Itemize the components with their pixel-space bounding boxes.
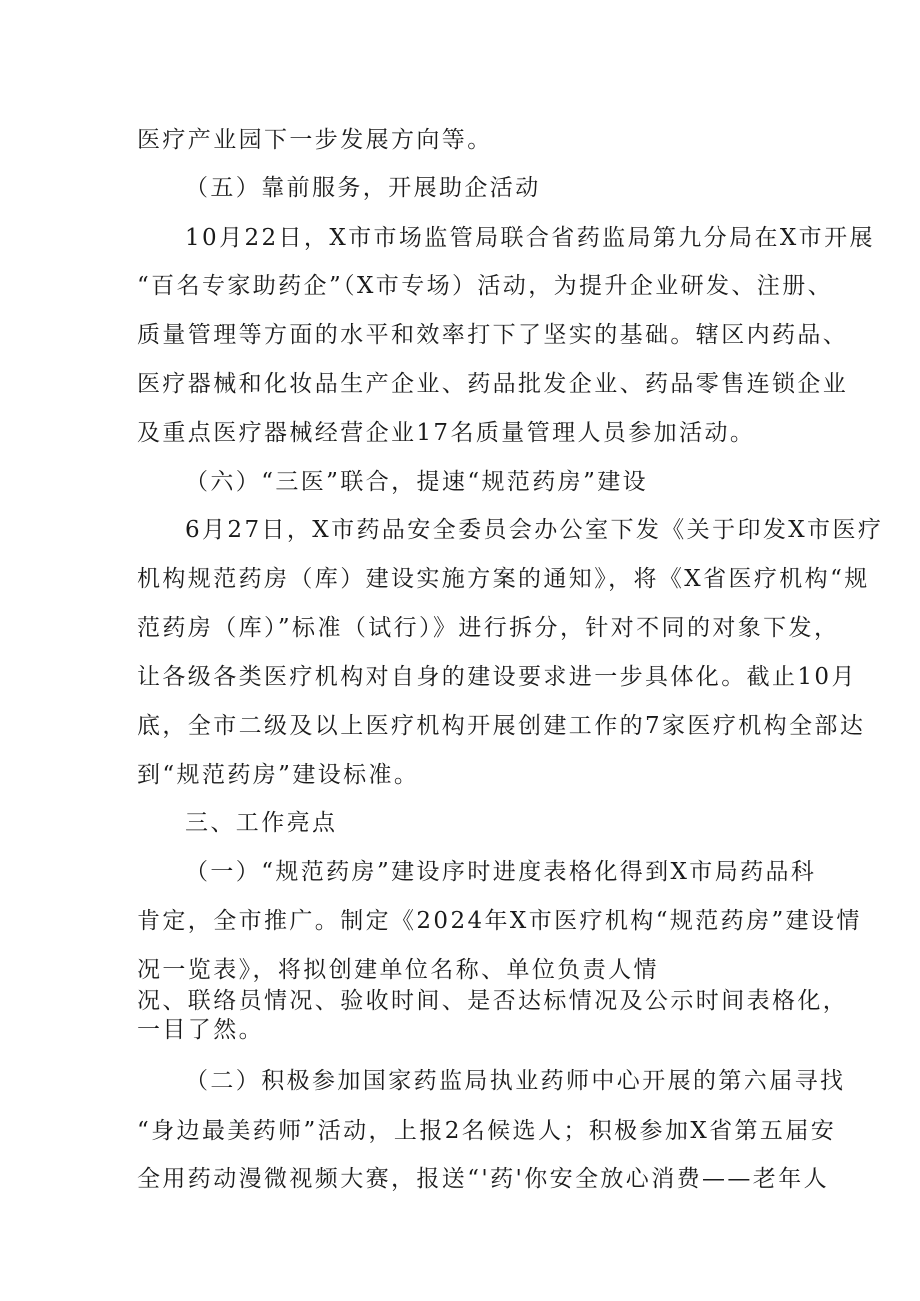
paragraph-line: 6月27日，X市药品安全委员会办公室下发《关于印发X市医疗 bbox=[185, 517, 884, 543]
paragraph-line: （一）“规范药房”建设序时进度表格化得到X市局药品科 bbox=[185, 859, 817, 885]
paragraph-line: “身边最美药师”活动，上报2名候选人；积极参加X省第五届安 bbox=[137, 1118, 837, 1144]
section-heading-6: （六）“三医”联合，提速“规范药房”建设 bbox=[185, 469, 649, 495]
paragraph-line: 肯定，全市推广。制定《2024年X市医疗机构“规范药房”建设情 bbox=[137, 908, 862, 934]
paragraph-line: 况、联络员情况、验收时间、是否达标情况及公示时间表格化， bbox=[137, 988, 849, 1014]
section-heading-highlights: 三、工作亮点 bbox=[185, 810, 338, 836]
paragraph-line: 让各级各类医疗机构对自身的建设要求进一步具体化。截止10月 bbox=[137, 664, 857, 690]
paragraph-line: （二）积极参加国家药监局执业药师中心开展的第六届寻找 bbox=[185, 1068, 846, 1094]
section-heading-5: （五）靠前服务，开展助企活动 bbox=[185, 175, 541, 201]
paragraph-line: 底，全市二级及以上医疗机构开展创建工作的7家医疗机构全部达 bbox=[137, 713, 866, 739]
paragraph-line: 及重点医疗器械经营企业17名质量管理人员参加活动。 bbox=[137, 420, 756, 446]
paragraph-line: 质量管理等方面的水平和效率打下了坚实的基础。辖区内药品、 bbox=[137, 322, 849, 348]
paragraph-line: 10月22日，X市市场监管局联合省药监局第九分局在X市开展 bbox=[185, 225, 875, 251]
paragraph-line: 机构规范药房（库）建设实施方案的通知》，将《X省医疗机构“规 bbox=[137, 566, 870, 592]
paragraph-line: 到“规范药房”建设标准。 bbox=[137, 762, 420, 788]
paragraph-line: 况一览表》，将拟创建单位名称、单位负责人情 bbox=[137, 957, 659, 983]
paragraph-line: “百名专家助药企”（X市专场）活动，为提升企业研发、注册、 bbox=[137, 273, 833, 299]
paragraph-line: 全用药动漫微视频大赛，报送“'药'你安全放心消费——老年人 bbox=[137, 1166, 830, 1192]
paragraph-line: 一目了然。 bbox=[137, 1017, 264, 1043]
paragraph-line: 范药房（库）”标准（试行）》进行拆分，针对不同的对象下发， bbox=[137, 615, 840, 641]
paragraph-line: 医疗器械和化妆品生产企业、药品批发企业、药品零售连锁企业 bbox=[137, 371, 849, 397]
paragraph-line: 医疗产业园下一步发展方向等。 bbox=[137, 127, 493, 153]
